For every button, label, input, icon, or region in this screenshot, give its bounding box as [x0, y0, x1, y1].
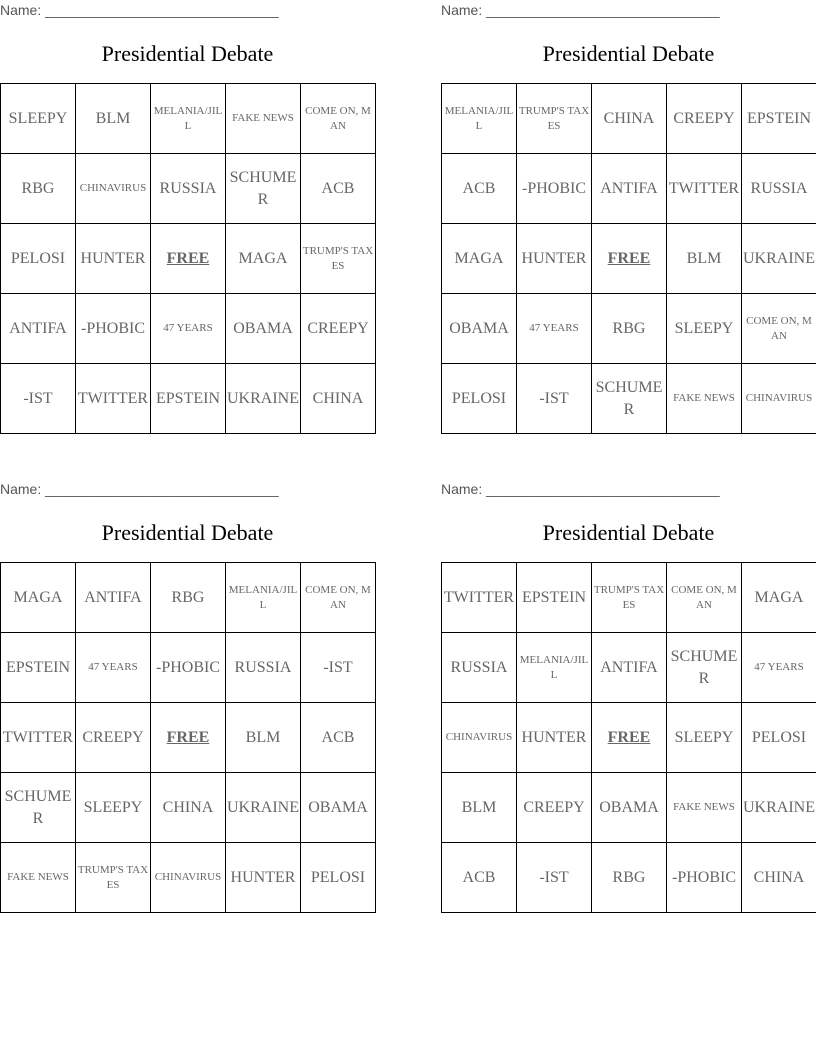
bingo-cell: OBAMA — [226, 294, 301, 364]
bingo-cell: 47 YEARS — [76, 633, 151, 703]
grid-row — [442, 843, 816, 913]
bingo-cell: CHINAVIRUS — [151, 843, 226, 913]
bingo-cell: RBG — [151, 563, 226, 633]
grid-row — [442, 84, 816, 154]
name-field-label: Name: ______________________________ — [441, 481, 720, 497]
bingo-cell: ANTIFA — [592, 154, 667, 224]
bingo-cell: SCHUMER — [226, 154, 301, 224]
bingo-cell: TRUMP'S TAXES — [517, 84, 592, 154]
bingo-cell: CREEPY — [301, 294, 376, 364]
bingo-cell: -PHOBIC — [517, 154, 592, 224]
grid-row — [442, 294, 816, 364]
grid-row — [442, 224, 816, 294]
bingo-cell: MAGA — [742, 563, 816, 633]
name-field-label: Name: ______________________________ — [0, 481, 279, 497]
bingo-cell: MAGA — [1, 563, 76, 633]
grid-row — [442, 563, 816, 633]
bingo-cell: BLM — [76, 84, 151, 154]
bingo-cell: 47 YEARS — [517, 294, 592, 364]
bingo-cell: ANTIFA — [592, 633, 667, 703]
grid-row — [1, 563, 376, 633]
bingo-cell: SCHUMER — [667, 633, 742, 703]
bingo-cell: SLEEPY — [667, 703, 742, 773]
bingo-cell: MAGA — [226, 224, 301, 294]
bingo-cell: -PHOBIC — [76, 294, 151, 364]
bingo-grid — [0, 562, 376, 913]
card-title: Presidential Debate — [542, 520, 715, 545]
bingo-cell: RUSSIA — [151, 154, 226, 224]
bingo-cell: -IST — [1, 364, 76, 434]
grid-row — [442, 703, 816, 773]
bingo-grid — [441, 83, 816, 434]
grid-row — [1, 703, 376, 773]
bingo-cell: FAKE NEWS — [226, 84, 301, 154]
grid-row — [1, 294, 376, 364]
bingo-cell: HUNTER — [226, 843, 301, 913]
free-space-cell: FREE — [592, 703, 667, 773]
bingo-cell: SLEEPY — [667, 294, 742, 364]
bingo-cell: UKRAINE — [226, 364, 301, 434]
bingo-cell: SLEEPY — [76, 773, 151, 843]
free-space-cell: FREE — [151, 224, 226, 294]
bingo-cell: MELANIA/JILL — [442, 84, 517, 154]
bingo-cell: HUNTER — [76, 224, 151, 294]
bingo-cell: RBG — [592, 843, 667, 913]
bingo-cell: EPSTEIN — [1, 633, 76, 703]
bingo-cell: PELOSI — [301, 843, 376, 913]
bingo-cell: CHINAVIRUS — [442, 703, 517, 773]
bingo-cell: RUSSIA — [442, 633, 517, 703]
bingo-cell: PELOSI — [1, 224, 76, 294]
bingo-cell: EPSTEIN — [151, 364, 226, 434]
bingo-cell: ANTIFA — [76, 563, 151, 633]
bingo-cell: CREEPY — [76, 703, 151, 773]
bingo-cell: ACB — [301, 154, 376, 224]
bingo-cell: ACB — [442, 843, 517, 913]
bingo-cell: TWITTER — [442, 563, 517, 633]
bingo-cell: TWITTER — [667, 154, 742, 224]
bingo-cell: RUSSIA — [742, 154, 816, 224]
bingo-cell: HUNTER — [517, 703, 592, 773]
bingo-cell: RBG — [1, 154, 76, 224]
bingo-cell: 47 YEARS — [742, 633, 816, 703]
bingo-cell: UKRAINE — [742, 224, 816, 294]
bingo-cell: 47 YEARS — [151, 294, 226, 364]
bingo-cell: TRUMP'S TAXES — [301, 224, 376, 294]
grid-row — [442, 773, 816, 843]
bingo-cell: CHINAVIRUS — [742, 364, 816, 434]
bingo-cell: ANTIFA — [1, 294, 76, 364]
bingo-grid — [0, 83, 376, 434]
grid-row — [1, 633, 376, 703]
bingo-cell: -IST — [517, 364, 592, 434]
bingo-cell: SLEEPY — [1, 84, 76, 154]
grid-row — [1, 154, 376, 224]
bingo-cell: SCHUMER — [1, 773, 76, 843]
bingo-cell: ACB — [442, 154, 517, 224]
bingo-cell: MELANIA/JILL — [226, 563, 301, 633]
grid-row — [442, 154, 816, 224]
bingo-cell: -PHOBIC — [667, 843, 742, 913]
bingo-cell: -IST — [301, 633, 376, 703]
bingo-grid — [441, 562, 816, 913]
bingo-cell: RBG — [592, 294, 667, 364]
bingo-cell: COME ON, MAN — [667, 563, 742, 633]
free-space-cell: FREE — [151, 703, 226, 773]
bingo-cell: PELOSI — [742, 703, 816, 773]
bingo-cell: RUSSIA — [226, 633, 301, 703]
bingo-cell: HUNTER — [517, 224, 592, 294]
bingo-cell: CHINA — [592, 84, 667, 154]
grid-row — [1, 843, 376, 913]
card-title: Presidential Debate — [101, 520, 274, 545]
bingo-cell: -PHOBIC — [151, 633, 226, 703]
bingo-cell: CREEPY — [667, 84, 742, 154]
grid-row — [442, 633, 816, 703]
grid-row — [442, 364, 816, 434]
name-field-label: Name: ______________________________ — [0, 2, 279, 18]
grid-row — [1, 224, 376, 294]
bingo-cell: BLM — [667, 224, 742, 294]
bingo-cell: TRUMP'S TAXES — [76, 843, 151, 913]
free-space-cell: FREE — [592, 224, 667, 294]
bingo-cell: OBAMA — [442, 294, 517, 364]
bingo-cell: EPSTEIN — [742, 84, 816, 154]
bingo-cell: EPSTEIN — [517, 563, 592, 633]
grid-row — [1, 364, 376, 434]
bingo-cell: COME ON, MAN — [301, 84, 376, 154]
bingo-cell: COME ON, MAN — [301, 563, 376, 633]
bingo-cell: MELANIA/JILL — [151, 84, 226, 154]
grid-row — [1, 84, 376, 154]
bingo-cell: TRUMP'S TAXES — [592, 563, 667, 633]
bingo-cell: CREEPY — [517, 773, 592, 843]
bingo-cell: BLM — [442, 773, 517, 843]
bingo-cell: OBAMA — [592, 773, 667, 843]
bingo-cell: UKRAINE — [226, 773, 301, 843]
bingo-cell: MELANIA/JILL — [517, 633, 592, 703]
card-title: Presidential Debate — [542, 41, 715, 66]
bingo-cell: -IST — [517, 843, 592, 913]
bingo-cell: CHINA — [151, 773, 226, 843]
bingo-cell: CHINA — [742, 843, 816, 913]
bingo-cell: MAGA — [442, 224, 517, 294]
bingo-cell: FAKE NEWS — [667, 773, 742, 843]
name-field-label: Name: ______________________________ — [441, 2, 720, 18]
bingo-cell: BLM — [226, 703, 301, 773]
bingo-cell: CHINA — [301, 364, 376, 434]
bingo-cell: TWITTER — [76, 364, 151, 434]
bingo-cell: FAKE NEWS — [1, 843, 76, 913]
bingo-cell: CHINAVIRUS — [76, 154, 151, 224]
bingo-cell: TWITTER — [1, 703, 76, 773]
bingo-cell: COME ON, MAN — [742, 294, 816, 364]
bingo-cell: UKRAINE — [742, 773, 816, 843]
bingo-cell: SCHUMER — [592, 364, 667, 434]
bingo-cell: PELOSI — [442, 364, 517, 434]
bingo-cell: OBAMA — [301, 773, 376, 843]
card-title: Presidential Debate — [101, 41, 274, 66]
bingo-cell: FAKE NEWS — [667, 364, 742, 434]
grid-row — [1, 773, 376, 843]
bingo-cell: ACB — [301, 703, 376, 773]
